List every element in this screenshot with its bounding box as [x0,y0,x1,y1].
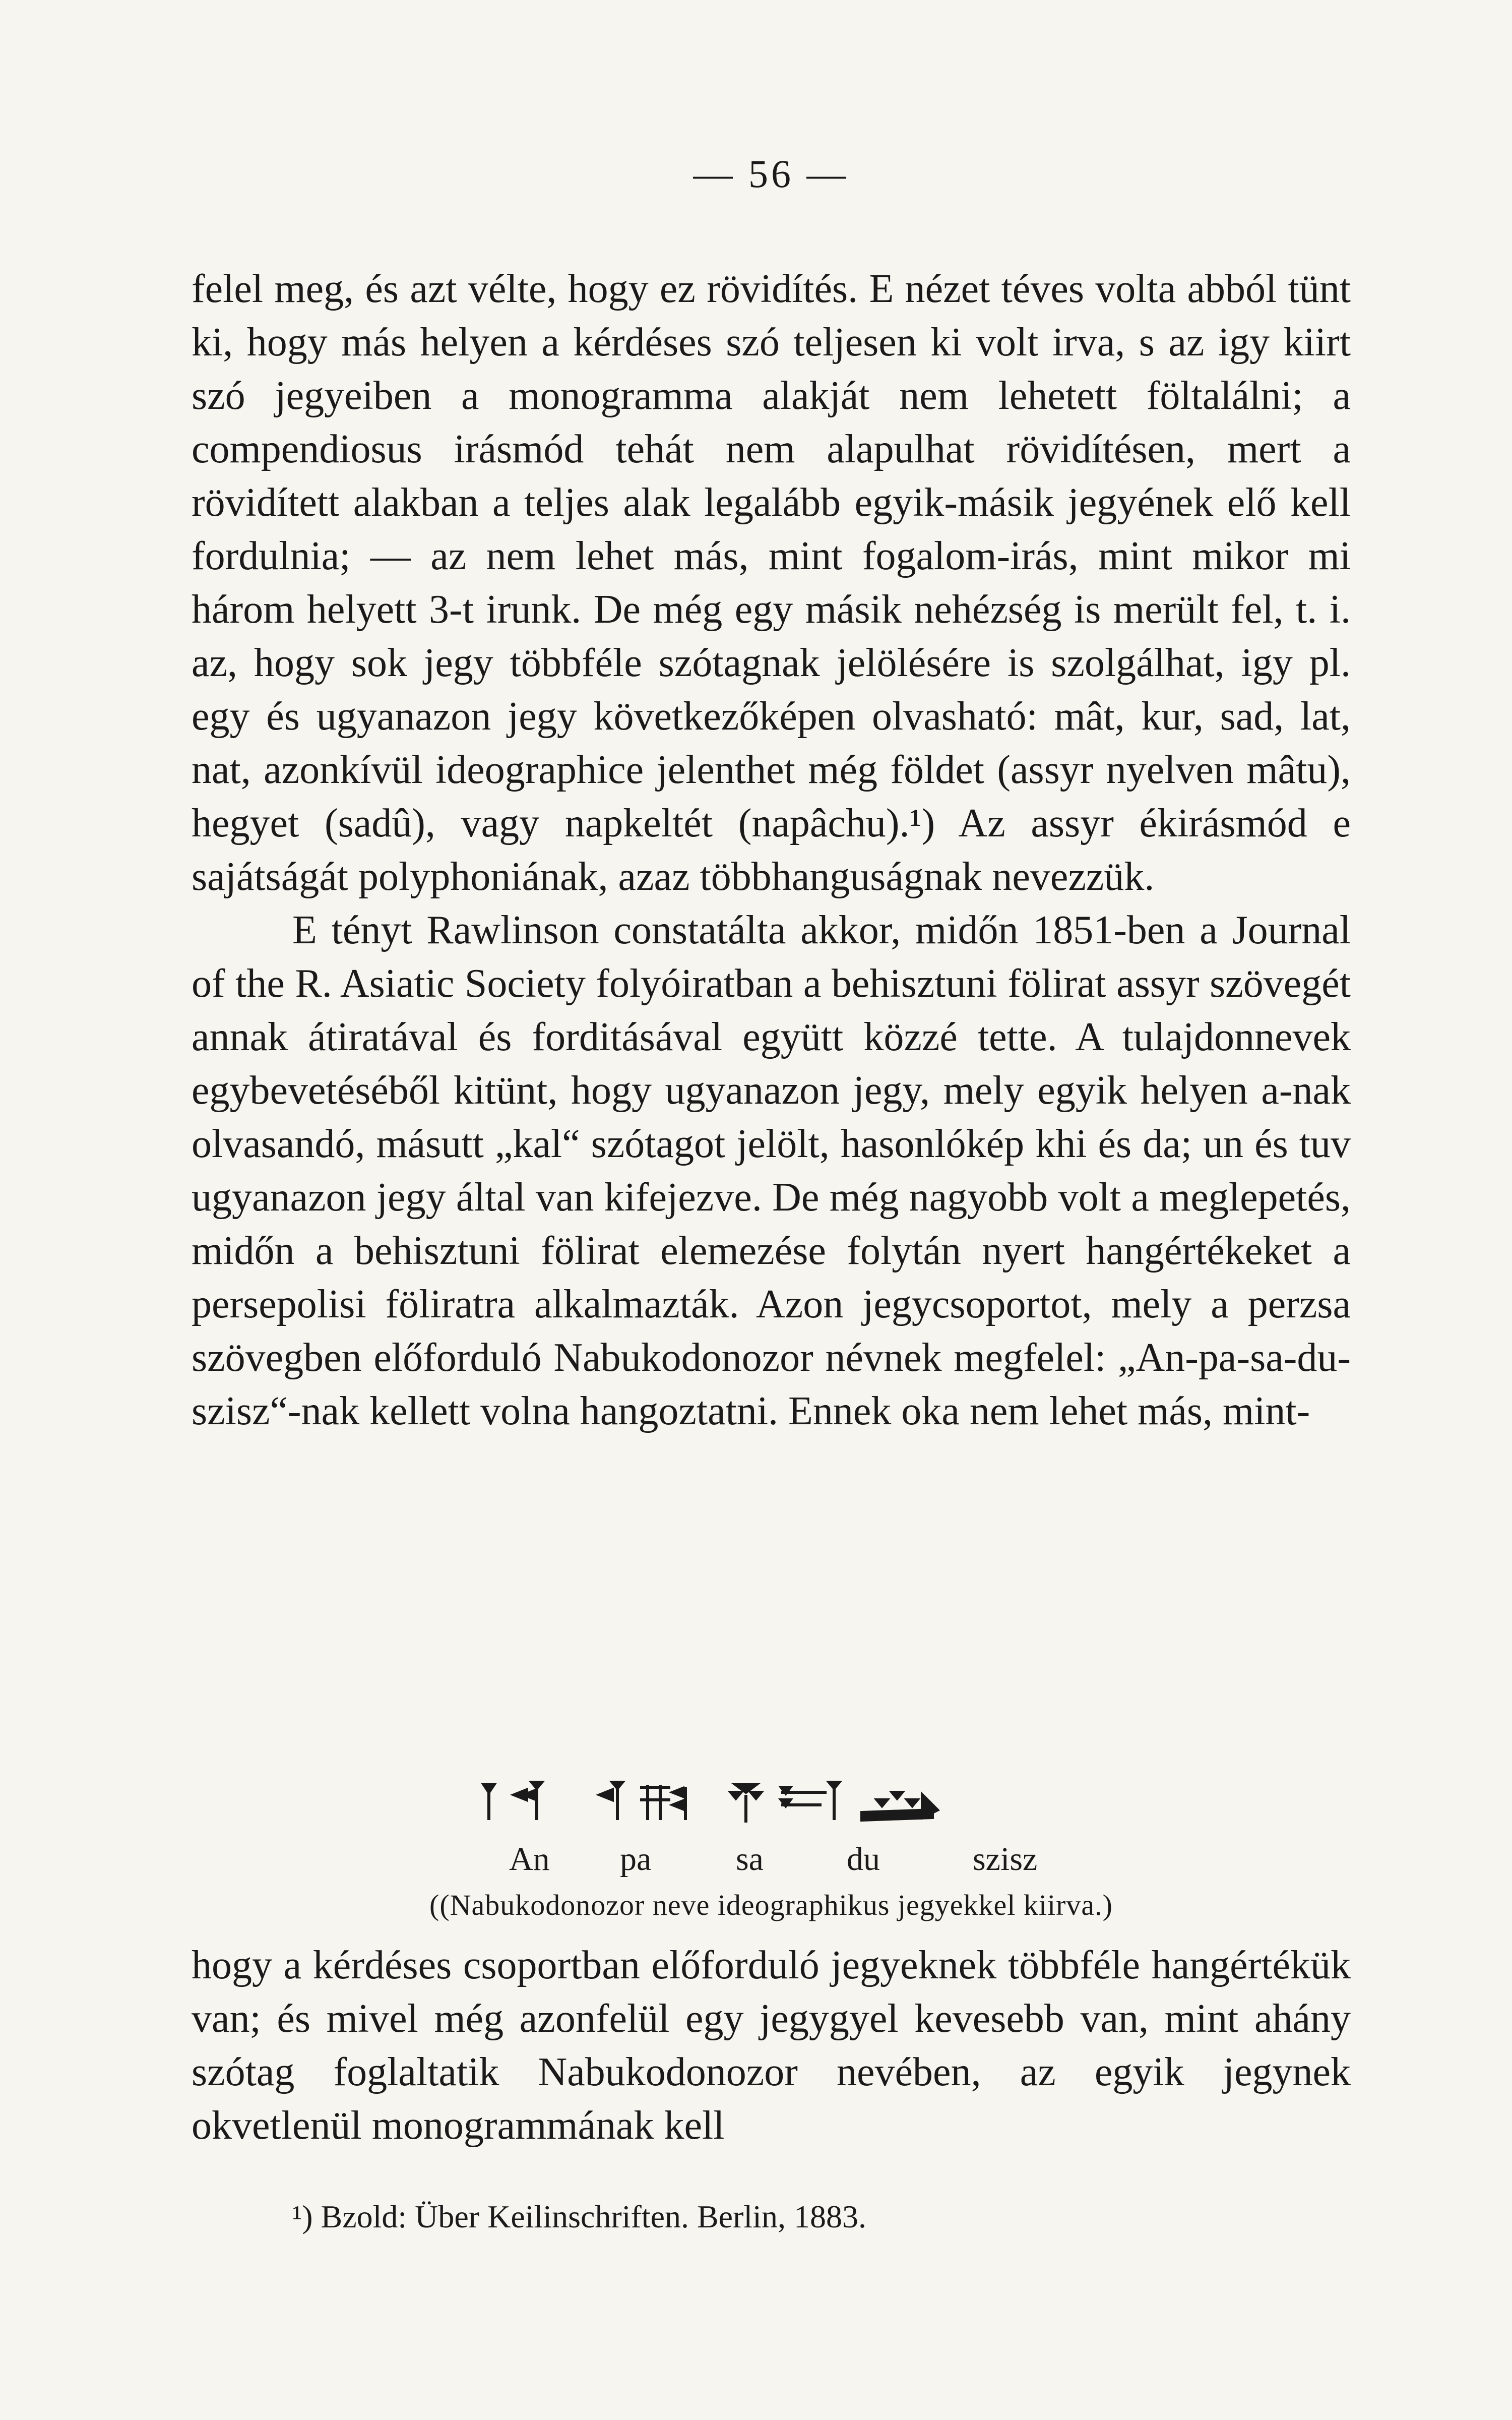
syllable-szisz: szisz [973,1841,1038,1878]
cuneiform-figure [192,1765,1351,1906]
main-text [192,262,1351,1438]
syllable-du: du [847,1841,880,1878]
cuneiform-signs-image [474,1765,1079,1835]
page-number: — 56 — [693,152,849,196]
syllable-an: An [509,1841,550,1878]
paragraph-3: hogy a kérdéses csoportban előforduló jegyeknek többféle hangértékük van; és mivel még azonfelül egy jegygyel kevesebb van, mint ahány szótag foglaltatik Nabukodonozor nevében, az egyik jegynek okvetlenül monogrammának kell [192,1943,1351,2148]
book-page [192,0,1351,2420]
syllable-pa: pa [620,1841,652,1878]
syllable-labels [192,1840,1351,1881]
footnote: ¹) Bzold: Über Keilinschriften. Berlin, 1883. [292,2199,866,2234]
figure-caption: ((Nabukodonozor neve ideographikus jegyekkel kiirva.) [429,1889,1113,1921]
paragraph-2: E tényt Rawlinson constatálta akkor, midőn 1851-ben a Journal of the R. Asiatic Society folyóiratban a behisztuni fölirat assyr szövegét annak átiratával és forditásával együtt közzé tette. A tulajdonnevek egybevetéséből kitünt, hogy ugyanazon jegy, mely egyik helyen a-nak olvasandó, másutt „kal“ szótagot jelölt, hasonlókép khi és da; un és tuv ugyanazon jegy által van kifejezve. De még nagyobb volt a meglepetés, midőn a behisztuni fölirat elemezése folytán nyert hangértékeket a persepolisi föliratra alkalmazták. Azon jegycsoportot, mely a perzsa szövegben előforduló Nabukodonozor névnek megfelel: „An-pa-sa-du-szisz“-nak kellett volna hangoztatni. Ennek oka nem lehet más, mint- [192,908,1351,1433]
syllable-sa: sa [736,1841,764,1878]
paragraph-1: felel meg, és azt vélte, hogy ez rövidítés. E nézet téves volta abból tünt ki, hogy más helyen a kérdéses szó teljesen ki volt irva, s az igy kiirt szó jegyeiben a monogramma alakját nem lehetett föltalálni; a compendiosus irásmód tehát nem alapulhat rövidítésen, mert a rövidített alakban a teljes alak legalább egyik-másik jegyének elő kell fordulnia; — az nem lehet más, mint fogalom-irás, mint mikor mi három helyett 3-t irunk. De még egy másik nehézség is merült fel, t. i. az, hogy sok jegy többféle szótagnak jelölésére is szolgálhat, igy pl. egy és ugyanazon jegy következőképen olvasható: mât, kur, sad, lat, nat, azonkívül ideographice jelenthet még földet (assyr nyelven mâtu), hegyet (sadû), vagy napkeltét (napâchu).¹) Az assyr ékirásmód e sajátságát polyphoniának, azaz többhanguságnak nevezzük. [192,267,1351,899]
continued-text [192,1939,1351,2152]
